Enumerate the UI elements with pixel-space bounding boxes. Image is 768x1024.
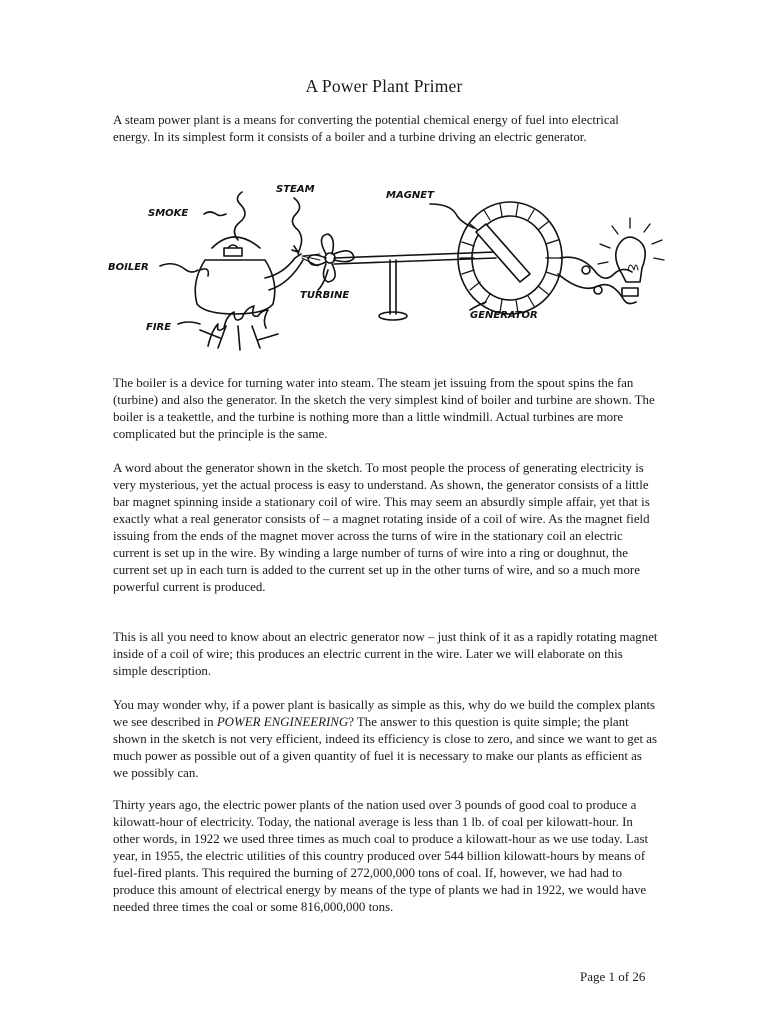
paragraph-summary: This is all you need to know about an electric generator now – just think of it as a rapidly rotating magnet inside of a coil of wire; this produces an electric current in the wire. Later we will elaborate on this simple description. [113,630,658,678]
page-title: A Power Plant Primer [305,76,463,96]
generator-label: GENERATOR [470,310,538,321]
paragraph-boiler: The boiler is a device for turning water into steam. The steam jet issuing from the spout spins the fan (turbine) and also the generator. In the sketch the very simplest kind of boiler and turbine are shown. The boiler is a teakettle, and the turbine is nothing more than a little windmill. Actual turbines are more complicated but the principle is the same. [113,376,655,441]
paragraph-generator: A word about the generator shown in the sketch. To most people the process of generating electricity is very mysterious, yet the actual process is easy to understand. As shown, the generator consists of a little bar magnet spinning inside a stationary coil of wire. This may seem an absurdly simple affair, yet that is exactly what a real generator consists of – a magnet rotating inside of a coil of wire. As the magnet field issuing from the ends of the magnet mover across the turns of wire in the stationary coil an electric current is set up in the wire. By winding a large number of turns of wire into a ring or doughnut, the current set up in each turn is added to the current set up in the other turns of wire, and so a much more powerful current is produced. [113,461,650,594]
journal-title: POWER ENGINEERING [216,715,349,729]
fire-label: FIRE [146,322,172,333]
page-number: Page 1 of 26 [580,969,646,984]
paragraph-efficiency [113,697,658,782]
paragraph-efficiency-text-b: ? The answer to this question is quite simple; the plant shown in the sketch is not very efficient, indeed its efficiency is close to zero, and since we want to get as much power as possible out of a given quantity of fuel it is necessary to make our plants as efficient as we possibly can. [113,715,657,780]
paragraph-efficiency-text-a: You may wonder why, if a power plant is basically as simple as this, why do we build the complex plants we see described in [113,698,656,729]
power-plant-sketch [100,178,670,358]
kettle-boiler [195,237,303,314]
smoke-label: SMOKE [148,208,189,219]
boiler-label: BOILER [108,262,149,273]
paragraph-history: Thirty years ago, the electric power plants of the nation used over 3 pounds of good coal to produce a kilowatt-hour of electricity. Today, the national average is less than 1 lb. of coal per kilowatt-hour. In other words, in 1922 we used three times as much coal to produce a kilowatt-hour as we use today. Last year, in 1955, the electric utilities of this country produced over 544 billion kilowatt-hours by means of fuel-fired plants. This required the burning of 272,000,000 tons of coal. If, however, we had had to produce this amount of electrical energy by means of the type of plants we had in 1922, we would have needed three times the coal or some 816,000,000 tons. [113,798,649,914]
turbine-label: TURBINE [300,290,350,301]
magnet-label: MAGNET [386,190,434,201]
intro-paragraph: A steam power plant is a means for converting the potential chemical energy of fuel into electrical energy. In its simplest form it consists of a boiler and a turbine driving an electric generator. [113,113,619,144]
steam-label: STEAM [276,184,315,195]
smoke-wisp [234,192,245,240]
